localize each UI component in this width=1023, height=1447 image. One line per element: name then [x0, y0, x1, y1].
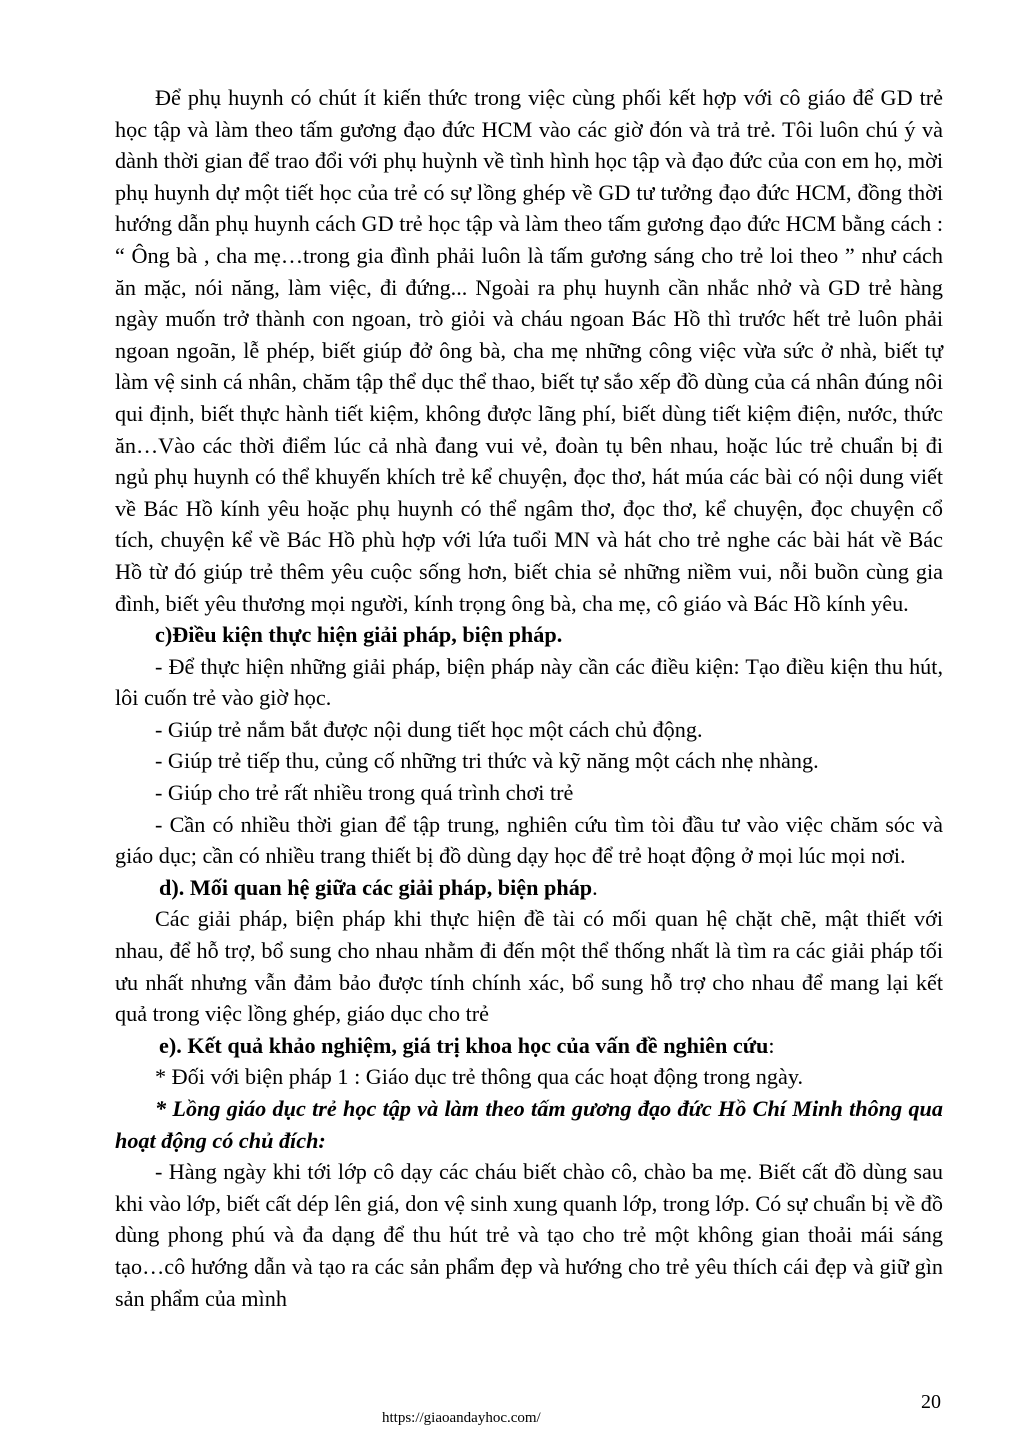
paragraph-c5: - Cần có nhiều thời gian để tập trung, nghiên cứu tìm tòi đầu tư vào việc chăm sóc và giáo dục; cần có nhiều trang thiết bị đồ dùng dạy học để trẻ hoạt động ở mọi lúc mọi nơi. — [115, 811, 943, 869]
paragraph-e1: * Đối với biện pháp 1 : Giáo dục trẻ thông qua các hoạt động trong ngày. — [155, 1064, 804, 1090]
page-number: 20 — [921, 1391, 941, 1413]
heading-e-text: e). Kết quả khảo nghiệm, giá trị khoa học của vấn đề nghiên cứu — [159, 1032, 769, 1058]
heading-d-text: d). Mối quan hệ giữa các giải pháp, biện pháp — [159, 874, 593, 900]
paragraph-c2: - Giúp trẻ nắm bắt được nội dung tiết học một cách chủ động. — [155, 716, 703, 742]
document-page — [115, 82, 943, 1314]
paragraph-c3: - Giúp trẻ tiếp thu, củng cố những tri thức và kỹ năng một cách nhẹ nhàng. — [155, 748, 819, 774]
paragraph-parent-guidance: Để phụ huynh có chút ít kiến thức trong việc cùng phối kết hợp với cô giáo để GD trẻ học tập và làm theo tấm gương đạo đức HCM vào các giờ đón và trả trẻ. Tôi luôn chú ý và dành thời gian để trao đổi với phụ huỳnh về tình hình học tập và đạo đức của con em họ, mời phụ huynh dự một tiết học của trẻ có sự lồng ghép về GD tư tưởng đạo đức HCM, đồng thời hướng dẫn phụ huynh cách GD trẻ học tập và làm theo tấm gương đạo đức HCM bằng cách : “ Ông bà , cha mẹ…trong gia đình phải luôn là tấm gương sáng cho trẻ loi theo ” như cách ăn mặc, nói năng, làm việc, đi đứng... Ngoài ra phụ huynh cần nhắc nhở và GD trẻ hàng ngày muốn trở thành con ngoan, trò giỏi và cháu ngoan Bác Hồ thì trước hết trẻ luôn phải ngoan ngoãn, lễ phép, biết giúp đở ông bà, cha mẹ những công việc vừa sức ở nhà, biết tự làm vệ sinh cá nhân, chăm tập thể dục thể thao, biết tự sắo xếp đồ dùng của cá nhân đúng nôi qui định, biết thực hành tiết kiệm, không được lãng phí, biết dùng tiết kiệm điện, nước, thức ăn…Vào các thời điểm lúc cả nhà đang vui vẻ, đoàn tụ bên nhau, hoặc lúc trẻ chuẩn bị đi ngủ phụ huynh có thể khuyến khích trẻ kể chuyện, đọc thơ, hát múa các bài có nội dung viết về Bác Hồ kính yêu hoặc phụ huynh có thể ngâm thơ, đọc thơ, kể chuyện, đọc chuyện cổ tích, chuyện kể về Bác Hồ phù hợp với lứa tuổi MN và hát cho trẻ nghe các bài hát về Bác Hồ từ đó giúp trẻ thêm yêu cuộc sống hơn, biết chia sẻ những niềm vui, nỗi buồn cùng gia đình, biết yêu thương mọi người, kính trọng ông bà, cha mẹ, cô giáo và Bác Hồ kính yêu. — [115, 85, 943, 616]
heading-d-relationship — [115, 872, 943, 904]
heading-e-punct: : — [768, 1032, 775, 1058]
paragraph-e2-subheading: * Lồng giáo dục trẻ học tập và làm theo tấm gương đạo đức Hồ Chí Minh thông qua hoạt động có chủ đích: — [115, 1096, 943, 1153]
heading-d-punct: . — [592, 874, 598, 900]
paragraph-c4: - Giúp cho trẻ rất nhiều trong quá trình chơi trẻ — [155, 780, 574, 806]
heading-e-results — [115, 1030, 943, 1062]
footer-url[interactable]: https://giaoandayhoc.com/ — [382, 1410, 541, 1426]
paragraph-c1: - Để thực hiện những giải pháp, biện pháp này cần các điều kiện: Tạo điều kiện thu hút, lôi cuốn trẻ vào giờ học. — [115, 653, 943, 711]
paragraph-d1: Các giải pháp, biện pháp khi thực hiện đề tài có mối quan hệ chặt chẽ, mật thiết với nhau, để hỗ trợ, bổ sung cho nhau nhằm đi đến một thể thống nhất là tìm ra các giải pháp tối ưu nhất nhưng vẫn đảm bảo được tính chính xác, bổ sung hỗ trợ cho nhau để mang lại kết quả trong việc lồng ghép, giáo dục cho trẻ — [115, 906, 943, 1027]
paragraph-e3: - Hàng ngày khi tới lớp cô dạy các cháu biết chào cô, chào ba mẹ. Biết cất đồ dùng sau khi vào lớp, biết cất dép lên giá, don vệ sinh xung quanh lớp, trong lớp. Có sự chuẩn bị về đồ dùng phong phú và đa dạng để thu hút trẻ và tạo cho trẻ một không gian thoải mái sáng tạo…cô hướng dẫn và tạo ra các sản phẩm đẹp và hướng cho trẻ yêu thích cái đẹp và giữ gìn sản phẩm của mình — [115, 1159, 943, 1311]
heading-c-conditions: c)Điều kiện thực hiện giải pháp, biện pháp. — [155, 622, 563, 648]
